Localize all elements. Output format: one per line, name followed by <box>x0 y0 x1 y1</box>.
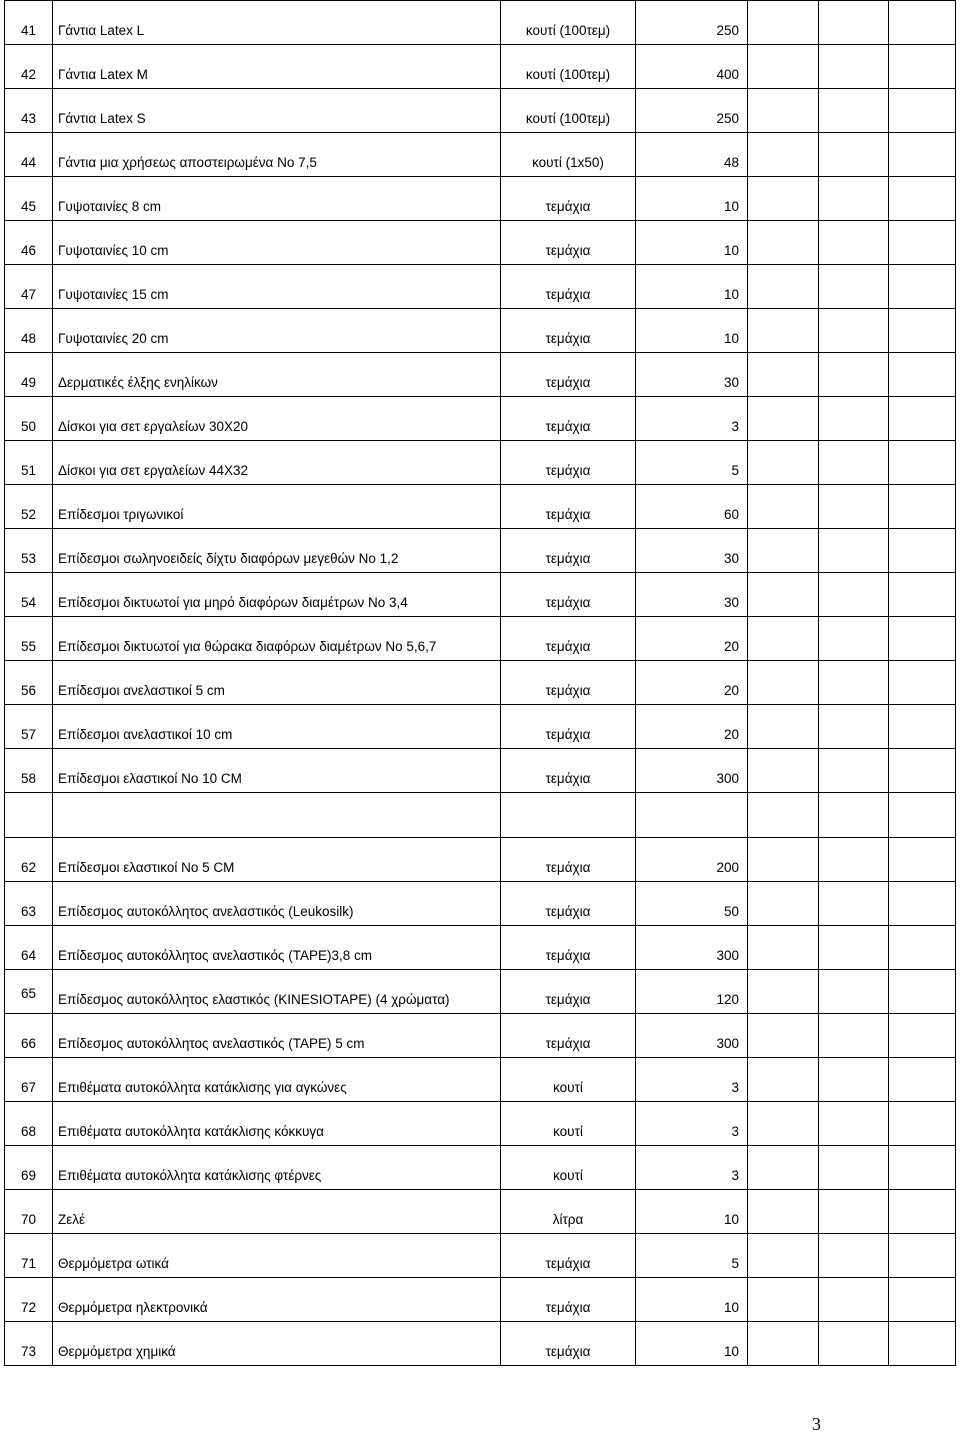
empty-cell <box>889 309 956 353</box>
item-description-cell: Επιθέματα αυτοκόλλητα κατάκλισης για αγκώνες <box>53 1058 501 1102</box>
table-row <box>5 1278 956 1322</box>
item-quantity-cell: 3 <box>636 1058 748 1102</box>
empty-cell <box>819 1234 889 1278</box>
item-description-cell: Επίδεσμος αυτοκόλλητος ελαστικός (KINESIOTAPE) (4 χρώματα) <box>53 970 501 1014</box>
item-description-cell: Επίδεσμοι ανελαστικοί 5 cm <box>53 661 501 705</box>
table-row <box>5 529 956 573</box>
empty-cell <box>748 265 819 309</box>
empty-cell <box>748 661 819 705</box>
empty-cell <box>819 353 889 397</box>
item-quantity-cell: 20 <box>636 705 748 749</box>
empty-cell <box>748 926 819 970</box>
table-row <box>5 882 956 926</box>
table-row <box>5 485 956 529</box>
empty-cell <box>748 441 819 485</box>
empty-cell <box>748 353 819 397</box>
empty-cell <box>819 1 889 45</box>
item-unit-cell: τεμάχια <box>501 705 636 749</box>
item-description-cell: Επίδεσμοι δικτυωτοί για μηρό διαφόρων διαμέτρων Νο 3,4 <box>53 573 501 617</box>
item-description-cell: Επιθέματα αυτοκόλλητα κατάκλισης κόκκυγα <box>53 1102 501 1146</box>
empty-cell <box>748 882 819 926</box>
table-row <box>5 1102 956 1146</box>
empty-cell <box>748 793 819 838</box>
item-description-cell: Επίδεσμοι ελαστικοί Νο 5 CM <box>53 838 501 882</box>
empty-cell <box>819 926 889 970</box>
item-unit-cell: τεμάχια <box>501 882 636 926</box>
item-number-cell: 54 <box>5 573 53 617</box>
empty-cell <box>748 1146 819 1190</box>
item-number-cell: 62 <box>5 838 53 882</box>
item-number-cell: 49 <box>5 353 53 397</box>
empty-cell <box>748 397 819 441</box>
table-row <box>5 441 956 485</box>
empty-cell <box>889 529 956 573</box>
item-description-cell: Ζελέ <box>53 1190 501 1234</box>
empty-cell <box>889 265 956 309</box>
item-number-cell: 43 <box>5 89 53 133</box>
item-number-cell: 63 <box>5 882 53 926</box>
empty-cell <box>819 1146 889 1190</box>
table-row <box>5 749 956 793</box>
item-number-cell: 67 <box>5 1058 53 1102</box>
table-row <box>5 353 956 397</box>
empty-cell <box>889 926 956 970</box>
empty-cell <box>819 265 889 309</box>
item-description-cell: Επίδεσμοι τριγωνικοί <box>53 485 501 529</box>
empty-cell <box>819 617 889 661</box>
empty-cell <box>819 89 889 133</box>
item-number-cell: 70 <box>5 1190 53 1234</box>
item-unit-cell: τεμάχια <box>501 661 636 705</box>
item-number-cell: 46 <box>5 221 53 265</box>
table-row <box>5 1 956 45</box>
empty-cell <box>819 177 889 221</box>
empty-cell <box>889 1322 956 1366</box>
item-description-cell: Γυψοταινίες 20 cm <box>53 309 501 353</box>
item-description-cell: Γυψοταινίες 15 cm <box>53 265 501 309</box>
item-quantity-cell: 300 <box>636 1014 748 1058</box>
table-row <box>5 661 956 705</box>
empty-cell <box>748 970 819 1014</box>
item-number-cell: 68 <box>5 1102 53 1146</box>
item-unit-cell: τεμάχια <box>501 749 636 793</box>
empty-cell <box>889 749 956 793</box>
item-unit-cell: τεμάχια <box>501 529 636 573</box>
item-unit-cell: τεμάχια <box>501 1014 636 1058</box>
table-row <box>5 793 956 838</box>
item-quantity-cell: 5 <box>636 441 748 485</box>
empty-cell <box>819 221 889 265</box>
empty-cell <box>889 882 956 926</box>
empty-cell <box>748 1190 819 1234</box>
empty-cell <box>889 1146 956 1190</box>
item-unit-cell: κουτί (100τεμ) <box>501 1 636 45</box>
table-row <box>5 221 956 265</box>
empty-cell <box>748 89 819 133</box>
empty-cell <box>748 309 819 353</box>
item-unit-cell: κουτί (1x50) <box>501 133 636 177</box>
item-number-cell: 55 <box>5 617 53 661</box>
item-unit-cell: τεμάχια <box>501 265 636 309</box>
item-quantity-cell: 10 <box>636 309 748 353</box>
item-quantity-cell: 50 <box>636 882 748 926</box>
item-description-cell: Γυψοταινίες 10 cm <box>53 221 501 265</box>
item-quantity-cell: 10 <box>636 221 748 265</box>
empty-cell <box>748 1234 819 1278</box>
empty-cell <box>748 485 819 529</box>
table-row <box>5 133 956 177</box>
item-description-cell: Γυψοταινίες 8 cm <box>53 177 501 221</box>
empty-cell <box>819 838 889 882</box>
item-description-cell: Θερμόμετρα χημικά <box>53 1322 501 1366</box>
table-row <box>5 573 956 617</box>
item-number-cell: 57 <box>5 705 53 749</box>
item-number-cell: 72 <box>5 1278 53 1322</box>
item-number-cell: 41 <box>5 1 53 45</box>
item-number-cell: 52 <box>5 485 53 529</box>
empty-cell <box>819 45 889 89</box>
item-quantity-cell: 10 <box>636 1190 748 1234</box>
item-number-cell: 45 <box>5 177 53 221</box>
table-row <box>5 397 956 441</box>
table-row <box>5 970 956 1014</box>
item-quantity-cell: 10 <box>636 1278 748 1322</box>
item-quantity-cell: 48 <box>636 133 748 177</box>
item-unit-cell: τεμάχια <box>501 617 636 661</box>
table-row <box>5 1190 956 1234</box>
item-quantity-cell <box>636 793 748 838</box>
empty-cell <box>819 133 889 177</box>
empty-cell <box>889 1014 956 1058</box>
item-quantity-cell: 200 <box>636 838 748 882</box>
table-row <box>5 1146 956 1190</box>
item-number-cell: 65 <box>5 970 53 1014</box>
item-unit-cell: τεμάχια <box>501 397 636 441</box>
table-row <box>5 1058 956 1102</box>
empty-cell <box>889 133 956 177</box>
empty-cell <box>819 1322 889 1366</box>
item-number-cell: 48 <box>5 309 53 353</box>
item-unit-cell: κουτί (100τεμ) <box>501 89 636 133</box>
item-unit-cell: τεμάχια <box>501 970 636 1014</box>
empty-cell <box>819 749 889 793</box>
table-row <box>5 1234 956 1278</box>
empty-cell <box>889 1278 956 1322</box>
empty-cell <box>889 177 956 221</box>
empty-cell <box>748 749 819 793</box>
item-unit-cell: τεμάχια <box>501 1234 636 1278</box>
item-description-cell: Γάντια μια χρήσεως αποστειρωμένα Νο 7,5 <box>53 133 501 177</box>
item-quantity-cell: 300 <box>636 749 748 793</box>
item-description-cell: Δίσκοι για σετ εργαλείων 44Χ32 <box>53 441 501 485</box>
empty-cell <box>819 793 889 838</box>
item-unit-cell: τεμάχια <box>501 177 636 221</box>
item-description-cell <box>53 793 501 838</box>
item-quantity-cell: 10 <box>636 1322 748 1366</box>
empty-cell <box>889 1 956 45</box>
empty-cell <box>748 1058 819 1102</box>
item-description-cell: Θερμόμετρα ηλεκτρονικά <box>53 1278 501 1322</box>
table-row <box>5 89 956 133</box>
table-row <box>5 705 956 749</box>
item-description-cell: Επιθέματα αυτοκόλλητα κατάκλισης φτέρνες <box>53 1146 501 1190</box>
empty-cell <box>819 573 889 617</box>
item-number-cell: 51 <box>5 441 53 485</box>
item-number-cell: 42 <box>5 45 53 89</box>
item-description-cell: Επίδεσμοι ανελαστικοί 10 cm <box>53 705 501 749</box>
table-row <box>5 177 956 221</box>
item-number-cell <box>5 793 53 838</box>
item-description-cell: Γάντια Latex M <box>53 45 501 89</box>
item-number-cell: 50 <box>5 397 53 441</box>
empty-cell <box>819 970 889 1014</box>
item-description-cell: Γάντια Latex S <box>53 89 501 133</box>
empty-cell <box>748 45 819 89</box>
item-quantity-cell: 3 <box>636 1146 748 1190</box>
item-quantity-cell: 10 <box>636 265 748 309</box>
empty-cell <box>889 89 956 133</box>
item-description-cell: Δίσκοι για σετ εργαλείων 30Χ20 <box>53 397 501 441</box>
empty-cell <box>819 529 889 573</box>
empty-cell <box>748 1014 819 1058</box>
empty-cell <box>889 793 956 838</box>
item-unit-cell: λίτρα <box>501 1190 636 1234</box>
empty-cell <box>889 1058 956 1102</box>
empty-cell <box>889 45 956 89</box>
empty-cell <box>889 573 956 617</box>
item-quantity-cell: 10 <box>636 177 748 221</box>
empty-cell <box>819 397 889 441</box>
item-number-cell: 44 <box>5 133 53 177</box>
item-quantity-cell: 250 <box>636 89 748 133</box>
item-quantity-cell: 30 <box>636 529 748 573</box>
empty-cell <box>889 970 956 1014</box>
empty-cell <box>889 617 956 661</box>
item-description-cell: Επίδεσμοι δικτυωτοί για θώρακα διαφόρων διαμέτρων Νο 5,6,7 <box>53 617 501 661</box>
item-number-cell: 56 <box>5 661 53 705</box>
page-number: 3 <box>812 1414 821 1434</box>
item-number-cell: 71 <box>5 1234 53 1278</box>
table-row <box>5 1322 956 1366</box>
empty-cell <box>748 617 819 661</box>
item-quantity-cell: 3 <box>636 397 748 441</box>
empty-cell <box>819 485 889 529</box>
item-quantity-cell: 60 <box>636 485 748 529</box>
empty-cell <box>748 529 819 573</box>
item-unit-cell: τεμάχια <box>501 573 636 617</box>
item-unit-cell: τεμάχια <box>501 1322 636 1366</box>
item-description-cell: Επίδεσμοι σωληνοειδείς δίχτυ διαφόρων μεγεθών Νο 1,2 <box>53 529 501 573</box>
empty-cell <box>889 661 956 705</box>
item-quantity-cell: 30 <box>636 353 748 397</box>
table-row <box>5 45 956 89</box>
empty-cell <box>819 1278 889 1322</box>
item-description-cell: Επίδεσμος αυτοκόλλητος ανελαστικός (TAPE) 5 cm <box>53 1014 501 1058</box>
table-row <box>5 1014 956 1058</box>
item-unit-cell: κουτί (100τεμ) <box>501 45 636 89</box>
empty-cell <box>748 1 819 45</box>
empty-cell <box>889 1234 956 1278</box>
item-unit-cell <box>501 793 636 838</box>
item-unit-cell: κουτί <box>501 1146 636 1190</box>
empty-cell <box>819 705 889 749</box>
empty-cell <box>819 1058 889 1102</box>
empty-cell <box>819 441 889 485</box>
empty-cell <box>748 573 819 617</box>
items-table-body <box>5 1 956 1366</box>
empty-cell <box>819 661 889 705</box>
item-quantity-cell: 5 <box>636 1234 748 1278</box>
empty-cell <box>748 1278 819 1322</box>
table-row <box>5 617 956 661</box>
item-quantity-cell: 300 <box>636 926 748 970</box>
item-number-cell: 66 <box>5 1014 53 1058</box>
item-quantity-cell: 20 <box>636 617 748 661</box>
item-description-cell: Επίδεσμοι ελαστικοί Νο 10 CM <box>53 749 501 793</box>
empty-cell <box>819 309 889 353</box>
item-description-cell: Γάντια Latex L <box>53 1 501 45</box>
empty-cell <box>748 838 819 882</box>
item-unit-cell: τεμάχια <box>501 926 636 970</box>
empty-cell <box>819 1014 889 1058</box>
empty-cell <box>748 133 819 177</box>
item-quantity-cell: 20 <box>636 661 748 705</box>
item-number-cell: 64 <box>5 926 53 970</box>
item-unit-cell: κουτί <box>501 1102 636 1146</box>
empty-cell <box>889 221 956 265</box>
empty-cell <box>748 177 819 221</box>
item-unit-cell: τεμάχια <box>501 221 636 265</box>
item-number-cell: 53 <box>5 529 53 573</box>
empty-cell <box>748 221 819 265</box>
table-row <box>5 926 956 970</box>
item-description-cell: Δερματικές έλξης ενηλίκων <box>53 353 501 397</box>
item-number-cell: 73 <box>5 1322 53 1366</box>
empty-cell <box>889 397 956 441</box>
empty-cell <box>748 1322 819 1366</box>
item-description-cell: Επίδεσμος αυτοκόλλητος ανελαστικός (Leukosilk) <box>53 882 501 926</box>
empty-cell <box>748 1102 819 1146</box>
empty-cell <box>889 838 956 882</box>
table-row <box>5 838 956 882</box>
item-unit-cell: τεμάχια <box>501 353 636 397</box>
item-unit-cell: τεμάχια <box>501 1278 636 1322</box>
item-number-cell: 69 <box>5 1146 53 1190</box>
item-unit-cell: τεμάχια <box>501 838 636 882</box>
empty-cell <box>748 705 819 749</box>
item-description-cell: Επίδεσμος αυτοκόλλητος ανελαστικός (TAPE)3,8 cm <box>53 926 501 970</box>
empty-cell <box>889 1190 956 1234</box>
empty-cell <box>889 1102 956 1146</box>
empty-cell <box>889 441 956 485</box>
item-number-cell: 58 <box>5 749 53 793</box>
empty-cell <box>819 882 889 926</box>
empty-cell <box>889 705 956 749</box>
items-table <box>4 0 956 1366</box>
item-unit-cell: τεμάχια <box>501 441 636 485</box>
empty-cell <box>889 353 956 397</box>
item-quantity-cell: 250 <box>636 1 748 45</box>
item-quantity-cell: 30 <box>636 573 748 617</box>
item-quantity-cell: 400 <box>636 45 748 89</box>
table-row <box>5 309 956 353</box>
item-unit-cell: κουτί <box>501 1058 636 1102</box>
table-row <box>5 265 956 309</box>
item-quantity-cell: 120 <box>636 970 748 1014</box>
empty-cell <box>819 1190 889 1234</box>
item-unit-cell: τεμάχια <box>501 309 636 353</box>
item-description-cell: Θερμόμετρα ωτικά <box>53 1234 501 1278</box>
item-unit-cell: τεμάχια <box>501 485 636 529</box>
empty-cell <box>819 1102 889 1146</box>
empty-cell <box>889 485 956 529</box>
item-number-cell: 47 <box>5 265 53 309</box>
item-quantity-cell: 3 <box>636 1102 748 1146</box>
